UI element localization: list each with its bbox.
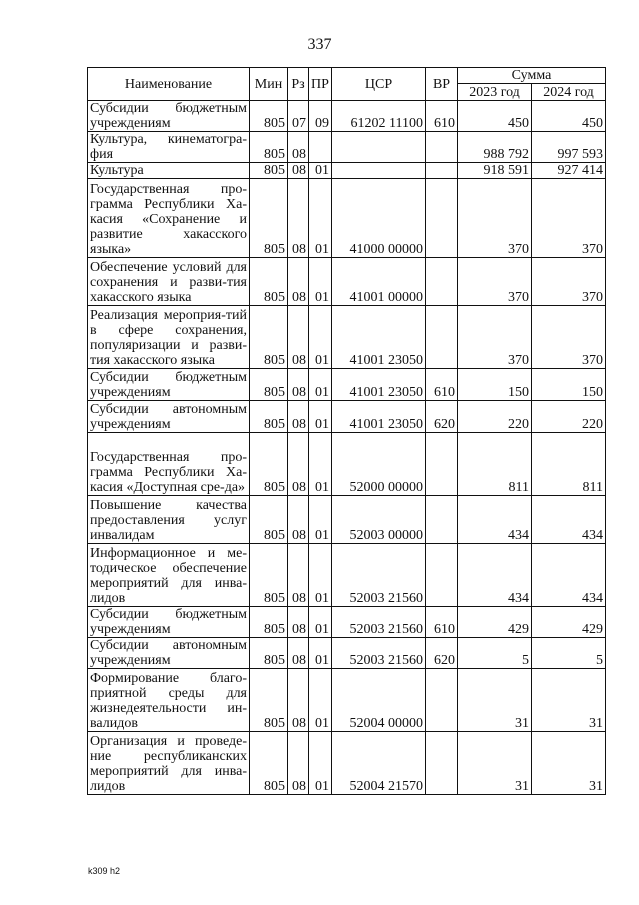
cell-pr: 01 (309, 638, 332, 669)
cell-2024: 31 (532, 669, 606, 732)
cell-rz: 08 (288, 433, 309, 496)
header-name: Наименование (88, 68, 250, 101)
table-row (88, 369, 606, 401)
table-row (88, 306, 606, 369)
cell-min: 805 (250, 433, 288, 496)
cell-min: 805 (250, 369, 288, 401)
budget-table (87, 67, 606, 795)
cell-name: Государственная про-грамма Республики Ха-касия «Доступная сре-да» (88, 433, 250, 496)
cell-csr: 52003 00000 (332, 496, 426, 544)
table-row (88, 101, 606, 132)
cell-2024: 31 (532, 732, 606, 795)
cell-pr: 01 (309, 179, 332, 258)
cell-rz: 08 (288, 369, 309, 401)
cell-name: Субсидии бюджетным учреждениям (88, 101, 250, 132)
cell-csr: 41001 23050 (332, 306, 426, 369)
cell-csr: 41001 00000 (332, 258, 426, 306)
cell-min: 805 (250, 163, 288, 179)
cell-name: Информационное и ме-тодическое обеспечение мероприятий для инва-лидов (88, 544, 250, 607)
header-sum: Сумма (458, 68, 606, 84)
cell-name: Обеспечение условий для сохранения и разви-тия хакасского языка (88, 258, 250, 306)
header-csr: ЦСР (332, 68, 426, 101)
cell-2024: 370 (532, 258, 606, 306)
cell-pr: 01 (309, 401, 332, 433)
cell-min: 805 (250, 132, 288, 163)
cell-min: 805 (250, 638, 288, 669)
cell-vr (426, 732, 458, 795)
page-number: 337 (307, 36, 332, 53)
cell-min: 805 (250, 101, 288, 132)
cell-name: Субсидии автономным учреждениям (88, 638, 250, 669)
cell-2024: 811 (532, 433, 606, 496)
cell-2023: 370 (458, 258, 532, 306)
cell-min: 805 (250, 544, 288, 607)
cell-name: Организация и проведе-ние республиканских мероприятий для инва-лидов (88, 732, 250, 795)
cell-vr: 620 (426, 401, 458, 433)
cell-name: Субсидии автономным учреждениям (88, 401, 250, 433)
cell-csr: 41001 23050 (332, 369, 426, 401)
cell-pr: 01 (309, 258, 332, 306)
table-row (88, 544, 606, 607)
cell-pr: 01 (309, 669, 332, 732)
cell-csr (332, 163, 426, 179)
cell-vr (426, 669, 458, 732)
cell-2023: 811 (458, 433, 532, 496)
cell-pr (309, 132, 332, 163)
footer-code: k309 h2 (88, 866, 121, 876)
cell-2023: 31 (458, 732, 532, 795)
cell-csr: 52000 00000 (332, 433, 426, 496)
cell-rz: 08 (288, 179, 309, 258)
cell-vr (426, 258, 458, 306)
cell-2023: 918 591 (458, 163, 532, 179)
cell-2024: 434 (532, 544, 606, 607)
cell-pr: 01 (309, 544, 332, 607)
cell-name: Реализация мероприя-тий в сфере сохранения, популяризации и разви-тия хакасского языка (88, 306, 250, 369)
cell-2023: 434 (458, 496, 532, 544)
cell-rz: 08 (288, 669, 309, 732)
cell-csr: 52003 21560 (332, 638, 426, 669)
cell-vr: 610 (426, 101, 458, 132)
cell-pr: 01 (309, 496, 332, 544)
cell-csr: 52004 00000 (332, 669, 426, 732)
cell-rz: 08 (288, 496, 309, 544)
table-row (88, 258, 606, 306)
cell-rz: 08 (288, 401, 309, 433)
cell-csr: 41000 00000 (332, 179, 426, 258)
cell-name: Культура (88, 163, 250, 179)
cell-csr: 52003 21560 (332, 544, 426, 607)
cell-pr: 01 (309, 369, 332, 401)
cell-2023: 5 (458, 638, 532, 669)
cell-min: 805 (250, 401, 288, 433)
cell-2024: 997 593 (532, 132, 606, 163)
cell-min: 805 (250, 732, 288, 795)
cell-vr (426, 496, 458, 544)
header-min: Мин (250, 68, 288, 101)
cell-rz: 08 (288, 638, 309, 669)
cell-min: 805 (250, 179, 288, 258)
table-row (88, 732, 606, 795)
cell-vr (426, 179, 458, 258)
cell-rz: 07 (288, 101, 309, 132)
cell-rz: 08 (288, 607, 309, 638)
cell-2023: 988 792 (458, 132, 532, 163)
cell-min: 805 (250, 669, 288, 732)
cell-rz: 08 (288, 163, 309, 179)
table-body (88, 101, 606, 795)
header-year-2024: 2024 год (532, 84, 606, 101)
header-year-2023: 2023 год (458, 84, 532, 101)
cell-pr: 09 (309, 101, 332, 132)
cell-vr: 610 (426, 607, 458, 638)
table-row (88, 179, 606, 258)
table-row (88, 496, 606, 544)
cell-vr (426, 433, 458, 496)
cell-rz: 08 (288, 258, 309, 306)
cell-2024: 434 (532, 496, 606, 544)
cell-2024: 5 (532, 638, 606, 669)
cell-min: 805 (250, 607, 288, 638)
cell-2024: 927 414 (532, 163, 606, 179)
cell-csr (332, 132, 426, 163)
cell-name: Культура, кинематогра-фия (88, 132, 250, 163)
cell-2023: 220 (458, 401, 532, 433)
cell-vr: 620 (426, 638, 458, 669)
table-row (88, 433, 606, 496)
cell-2024: 150 (532, 369, 606, 401)
cell-pr: 01 (309, 433, 332, 496)
cell-vr (426, 544, 458, 607)
cell-2023: 150 (458, 369, 532, 401)
cell-min: 805 (250, 496, 288, 544)
table-header (88, 68, 606, 101)
cell-vr (426, 306, 458, 369)
cell-name: Повышение качества предоставления услуг инвалидам (88, 496, 250, 544)
cell-pr: 01 (309, 607, 332, 638)
table-row (88, 401, 606, 433)
cell-min: 805 (250, 258, 288, 306)
cell-name: Государственная про-грамма Республики Ха-касия «Сохранение и развитие хакасского языка» (88, 179, 250, 258)
cell-csr: 52003 21560 (332, 607, 426, 638)
cell-2024: 370 (532, 306, 606, 369)
table-row (88, 638, 606, 669)
cell-rz: 08 (288, 132, 309, 163)
table-row (88, 132, 606, 163)
cell-2024: 220 (532, 401, 606, 433)
cell-pr: 01 (309, 306, 332, 369)
cell-csr: 41001 23050 (332, 401, 426, 433)
cell-2023: 370 (458, 179, 532, 258)
cell-2024: 370 (532, 179, 606, 258)
cell-name: Формирование благо-приятной среды для жизнедеятельности ин-валидов (88, 669, 250, 732)
cell-2023: 434 (458, 544, 532, 607)
cell-name: Субсидии бюджетным учреждениям (88, 369, 250, 401)
cell-name: Субсидии бюджетным учреждениям (88, 607, 250, 638)
cell-vr (426, 163, 458, 179)
cell-pr: 01 (309, 163, 332, 179)
cell-rz: 08 (288, 544, 309, 607)
cell-2023: 450 (458, 101, 532, 132)
table-row (88, 163, 606, 179)
header-rz: Рз (288, 68, 309, 101)
table-row (88, 607, 606, 638)
cell-csr: 61202 11100 (332, 101, 426, 132)
cell-2024: 429 (532, 607, 606, 638)
cell-2023: 31 (458, 669, 532, 732)
cell-vr: 610 (426, 369, 458, 401)
cell-vr (426, 132, 458, 163)
header-vr: ВР (426, 68, 458, 101)
cell-csr: 52004 21570 (332, 732, 426, 795)
cell-rz: 08 (288, 732, 309, 795)
cell-rz: 08 (288, 306, 309, 369)
cell-pr: 01 (309, 732, 332, 795)
cell-2024: 450 (532, 101, 606, 132)
header-pr: ПР (309, 68, 332, 101)
cell-2023: 429 (458, 607, 532, 638)
table-row (88, 669, 606, 732)
cell-min: 805 (250, 306, 288, 369)
cell-2023: 370 (458, 306, 532, 369)
